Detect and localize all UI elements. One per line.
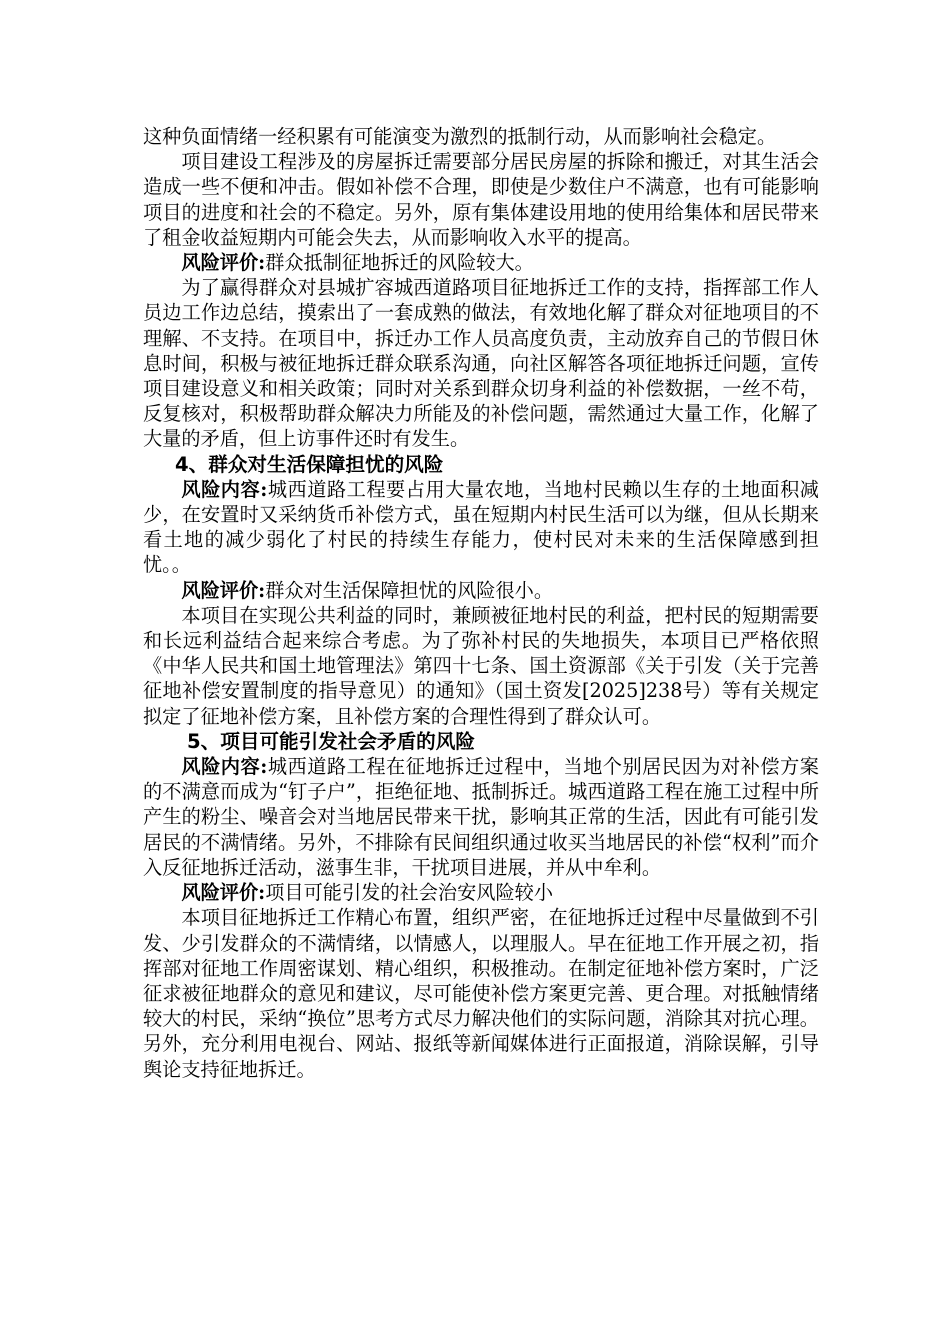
risk-evaluation-text: 项目可能引发的社会治安风险较小 (265, 881, 554, 905)
paragraph-mitigation-3: 为了赢得群众对县城扩容城西道路项目征地拆迁工作的支持，指挥部工作人员边工作边总结，摸索出了一套成熟的做法，有效地化解了群众对征地项目的不理解、不支持。在项目中，拆迁办工作人员高度负责，主动放弃自己的节假日休息时间，积极与被征地拆迁群众联系沟通，向社区解答各项征地拆迁问题，宣传项目建设意义和相关政策；同时对关系到群众切身利益的补偿数据，一丝不苟，反复核对，积极帮助群众解决力所能及的补偿问题，需然通过大量工作，化解了大量的矛盾，但上访事件还时有发生。 (143, 276, 819, 451)
section-heading-4: 4、群众对生活保障担忧的风险 (175, 452, 444, 476)
section-heading-5: 5、项目可能引发社会矛盾的风险 (187, 729, 475, 753)
paragraph-continuation: 这种负面情绪一经积累有可能演变为激烈的抵制行动，从而影响社会稳定。 (143, 125, 777, 148)
risk-evaluation-text: 群众对生活保障担忧的风险很小。 (265, 578, 554, 602)
risk-evaluation-label: 风险评价: (181, 251, 266, 275)
risk-evaluation-3 (143, 250, 819, 275)
risk-content-label: 风险内容: (181, 755, 268, 779)
risk-evaluation-4 (143, 578, 819, 603)
risk-content-4 (143, 477, 819, 578)
risk-content-text: 城西道路工程要占用大量农地，当地村民赖以生存的土地面积减少，在安置时又采纳货币补偿方式，虽在短期内村民生活可以为继，但从长期来看土地的减少弱化了村民的持续生存能力，使村民对未来的生活保障感到担忧。。 (143, 477, 819, 577)
paragraph-demolition-impact: 项目建设工程涉及的房屋拆迁需要部分居民房屋的拆除和搬迁，对其生活会造成一些不便和冲击。假如补偿不合理，即使是少数住户不满意，也有可能影响项目的进度和社会的不稳定。另外，原有集体建设用地的使用给集体和居民带来了租金收益短期内可能会失去，从而影响收入水平的提高。 (143, 150, 819, 249)
paragraph-mitigation-4: 本项目在实现公共利益的同时，兼顾被征地村民的利益，把村民的短期需要和长远利益结合起来综合考虑。为了弥补村民的失地损失，本项目已严格依照《中华人民共和国土地管理法》第四十七条、国土资源部《关于引发（关于完善征地补偿安置制度的指导意见）的通知》（国土资发[2025]238号）等有关规定拟定了征地补偿方案，且补偿方案的合理性得到了群众认可。 (143, 603, 819, 728)
risk-evaluation-text: 群众抵制征地拆迁的风险较大。 (265, 251, 534, 275)
risk-content-label: 风险内容: (181, 477, 268, 501)
risk-content-5 (143, 754, 819, 880)
document-body (143, 124, 819, 1082)
risk-evaluation-label: 风险评价: (181, 881, 266, 905)
risk-evaluation-label: 风险评价: (181, 578, 266, 602)
risk-evaluation-5 (143, 880, 819, 905)
paragraph-mitigation-5: 本项目征地拆迁工作精心布置，组织严密，在征地拆迁过程中尽量做到不引发、少引发群众的不满情绪，以情感人，以理服人。早在征地工作开展之初，指挥部对征地工作周密谋划、精心组织，积极推动。在制定征地补偿方案时，广泛征求被征地群众的意见和建议，尽可能使补偿方案更完善、更合理。对抵触情绪较大的村民，采纳“换位”思考方式尽力解决他们的实际问题，消除其对抗心理。另外，充分利用电视台、网站、报纸等新闻媒体进行正面报道，消除误解，引导舆论支持征地拆迁。 (143, 906, 819, 1081)
risk-content-text: 城西道路工程在征地拆迁过程中，当地个别居民因为对补偿方案的不满意而成为“钉子户”，拒绝征地、抵制拆迁。城西道路工程在施工过程中所产生的粉尘、噪音会对当地居民带来干扰，影响其正常的生活，因此有可能引发居民的不满情绪。另外，不排除有民间组织通过收买当地居民的补偿“权利”而介入反征地拆迁活动，滋事生非，干扰项目进展，并从中牟利。 (143, 755, 819, 879)
